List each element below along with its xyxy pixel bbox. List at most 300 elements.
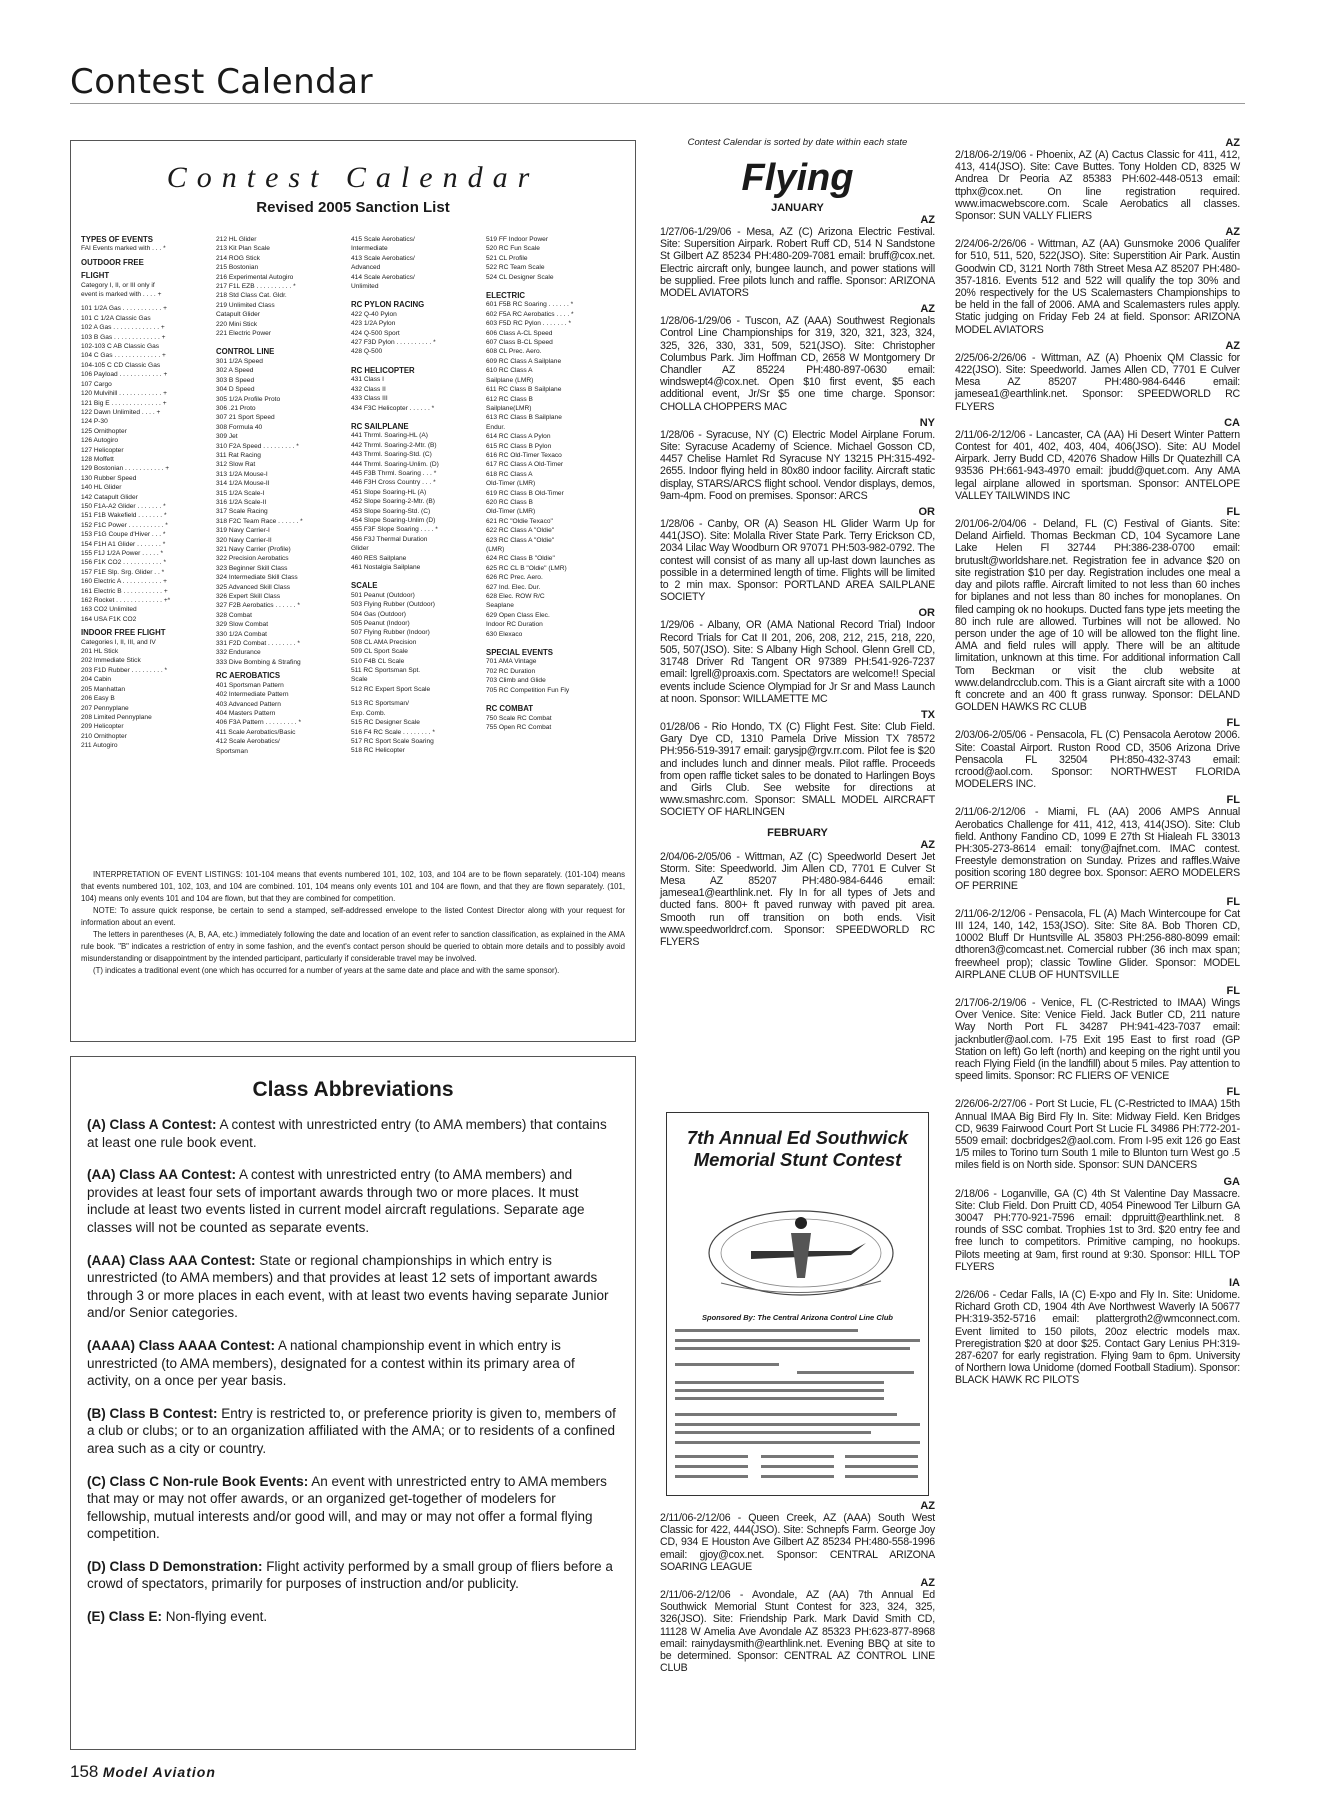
event-entry: 124 P-30: [81, 418, 108, 426]
state-label: FL: [1226, 794, 1240, 807]
event-entry: 460 RES Sailplane: [351, 554, 407, 562]
event-entry: 206 Easy B: [81, 695, 115, 703]
event-entry: Catapult Glider: [216, 311, 260, 319]
event-entry: Category I, II, or III only if: [81, 281, 155, 289]
event-entry: 505 Peanut (Indoor): [351, 620, 410, 628]
february-listings-continued: [660, 1500, 935, 1674]
state-label: AZ: [920, 838, 935, 851]
event-entry: 329 Slow Combat: [216, 621, 269, 629]
stunt-contest-ad: [666, 1112, 929, 1496]
state-label: AZ: [920, 1577, 935, 1590]
event-entry: 606 Class A-CL Speed: [486, 329, 553, 337]
event-entry: 140 HL Glider: [81, 484, 122, 492]
event-entry: 613 RC Class B Sailplane: [486, 414, 562, 422]
event-entry: FAI Events marked with . . . *: [81, 245, 166, 253]
event-entry: Endur.: [486, 423, 506, 431]
event-entry: 501 Peanut (Outdoor): [351, 591, 415, 599]
event-entry: 403 Advanced Pattern: [216, 700, 281, 708]
event-entry: Unlimited: [351, 283, 379, 291]
event-entry: 603 F5D RC Pylon . . . . . . . *: [486, 320, 572, 328]
flying-heading: Flying: [741, 157, 854, 199]
sanction-column-1: [81, 235, 207, 751]
event-entry: Seaplane: [486, 602, 514, 610]
event-entry: 212 HL Glider: [216, 236, 257, 243]
event-entry: Sailplane (LMR): [486, 376, 534, 384]
event-entry: 312 Slow Rat: [216, 461, 256, 469]
event-entry: 104 C Gas . . . . . . . . . . . . . +: [81, 352, 166, 360]
event-entry: 317 Scale Racing: [216, 508, 268, 516]
class-term: (A) Class A Contest:: [87, 1117, 217, 1132]
event-entry: 629 Open Class Elec.: [486, 611, 550, 619]
february-listings-column-2: [955, 137, 1240, 1387]
state-label: FL: [1226, 717, 1240, 730]
event-category-heading: RC PYLON RACING: [351, 300, 425, 310]
event-listing: 2/11/06-2/12/06 - Lancaster, CA (AA) Hi Desert Winter Pattern Contest for 401, 402, 403, 404, 406(JSO). Site: AU Model Airpark. Jerry Budd CD, 42076 Shadow Hills Dr Quatezhill CA 93536 PH:661-943-4970 email: jbudd@quet.com. Any AMA legal airplane allowed in sportsman. Sponsor: ANTELOPE VALLEY TAILWINDS INC: [955, 428, 1240, 502]
event-entry: 324 Intermediate Skill Class: [216, 574, 298, 582]
event-entry: 626 RC Prec. Aero.: [486, 574, 543, 582]
event-category-heading: INDOOR FREE FLIGHT: [81, 628, 166, 638]
event-entry: 616 RC Old-Timer Texaco: [486, 451, 562, 459]
event-entry: 508 CL AMA Precision: [351, 638, 417, 646]
event-entry: 157 F1E Slp. Srg. Glider . . *: [81, 568, 165, 576]
event-entry: 304 D Speed: [216, 386, 255, 394]
event-entry: 151 F1B Wakefield . . . . . . . *: [81, 512, 167, 520]
event-entry: 617 RC Class A Old-Timer: [486, 461, 564, 469]
ad-fine-print: [675, 1339, 920, 1342]
event-category-heading: ELECTRIC: [486, 291, 525, 301]
event-entry: 432 Class II: [351, 385, 386, 393]
month-heading-february: FEBRUARY: [767, 826, 828, 839]
event-entry: 308 Formula 40: [216, 423, 263, 431]
ad-sponsor: Sponsored By: The Central Arizona Control Line Club: [702, 1313, 893, 1322]
event-entry: 453 Slope Soaring-Std. (C): [351, 507, 431, 515]
event-entry: 106 Payload . . . . . . . . . . . . +: [81, 371, 168, 379]
event-listing: 1/28/06-1/29/06 - Tuscon, AZ (AAA) Southwest Regionals Control Line Championships for 319, 320, 321, 323, 324, 325, 326, 330, 331, 509, 521(JSO). Site: Christopher Columbus Park. Jim Hoffman CD, 2658 W Montgomery Dr Chandler AZ 85224 PH:480-897-0630 email: windswept4@cox.net. Open $10 first event, $5 each additional event, Jr/Sr $5 one time charge. Sponsor: CHOLLA CHOPPERS MAC: [660, 315, 935, 413]
event-entry: 415 Scale Aerobatics/: [351, 236, 415, 243]
event-entry: 504 Gas (Outdoor): [351, 610, 406, 618]
event-entry: 618 RC Class A: [486, 470, 533, 478]
event-entry: 507 Flying Rubber (Indoor): [351, 629, 430, 637]
event-entry: 125 Ornithopter: [81, 427, 127, 435]
event-entry: 442 Thrml. Soaring-2-Mtr. (B): [351, 441, 437, 449]
ad-fine-print: [761, 1465, 834, 1468]
event-listing: 2/03/06-2/05/06 - Pensacola, FL (C) Pensacola Aerotow 2006. Site: Coastal Airport. Ruston Rood CD, 3506 Arizona Drive Pensacola FL 32504 PH:850-432-3743 email: rcrood@aol.com. Sponsor: NORTHWEST FLORIDA MODELERS INC.: [955, 729, 1240, 791]
ad-fine-print: [675, 1423, 920, 1426]
sanction-list-box: [70, 140, 636, 1042]
event-entry: 128 Moffett: [81, 455, 114, 463]
sanction-title: Contest Calendar: [166, 161, 540, 194]
ad-fine-print: [761, 1475, 834, 1478]
event-entry: 150 F1A-A2 Glider . . . . . . . *: [81, 502, 166, 510]
event-entry: 221 Electric Power: [216, 330, 271, 338]
event-entry: 516 F4 RC Scale . . . . . . . . *: [351, 728, 435, 736]
state-label: AZ: [920, 214, 935, 226]
event-entry: 302 A Speed: [216, 367, 254, 375]
event-entry: [486, 695, 621, 700]
class-term: (AAA) Class AAA Contest:: [87, 1252, 256, 1268]
event-entry: 615 RC Class B Pylon: [486, 442, 552, 450]
event-entry: 621 RC "Oldie Texaco": [486, 517, 553, 525]
ad-fine-print: [675, 1475, 748, 1478]
event-entry: 207 Pennyplane: [81, 704, 129, 712]
event-entry: 702 RC Duration: [486, 667, 536, 675]
sanction-column-4: [486, 235, 621, 732]
event-entry: 443 Thrml. Soaring-Std. (C): [351, 451, 432, 459]
event-entry: 515 RC Designer Scale: [351, 719, 420, 727]
event-entry: [351, 413, 477, 418]
event-entry: 209 Helicopter: [81, 723, 124, 731]
event-listing: 1/28/06 - Canby, OR (A) Season HL Glider Warm Up for 441(JSO). Site: Molalla River State Park. Terry Erickson CD, 2034 Lilac Way Woodburn OR 97071 PH:503-982-0792. The contest will consist of as many all up-last down launches as possible in a determined length of time. Flights will be limited to 2 min max. Sponsor: PORTLAND AREA SAILPLANE SOCIETY: [660, 518, 935, 604]
class-term: (C) Class C Non-rule Book Events:: [87, 1473, 309, 1489]
ad-fine-print: [675, 1455, 748, 1458]
ad-fine-print: [675, 1465, 748, 1468]
class-entry: [87, 1405, 619, 1458]
event-entry: 620 RC Class B: [486, 498, 533, 506]
event-entry: 607 Class B-CL Speed: [486, 339, 553, 347]
event-entry: 628 Elec. ROW R/C: [486, 593, 545, 601]
state-label: FL: [1226, 1086, 1240, 1099]
event-entry: Scale: [351, 676, 368, 684]
event-entry: 441 Thrml. Soaring-HL (A): [351, 432, 428, 440]
event-entry: 321 Navy Carrier (Profile): [216, 546, 291, 553]
event-listing: 01/28/06 - Rio Hondo, TX (C) Flight Fest. Site: Club Field. Gary Dye CD, 1310 Pamela Drive Mission TX 78572 PH:956-519-3917 email: garysjp@rgv.rr.com. Pilot fee is $20 and includes lunch and dinner meals. Pilot raffle. Proceeds from open raffle ticket sales to be donated to Harlingen Boys and Girls Club. See website for directions at www.smashrc.com. Sponsor: SMALL MODEL AIRCRAFT SOCIETY OF HARLINGEN: [660, 720, 935, 819]
event-entry: 422 Q-40 Pylon: [351, 310, 397, 318]
state-label: AZ: [1225, 137, 1240, 149]
event-entry: 213 Kit Plan Scale: [216, 245, 270, 253]
event-listing: 2/04/06-2/05/06 - Wittman, AZ (C) Speedworld Desert Jet Storm. Site: Speedworld. Jim Allen CD, 7701 E Culver St Mesa AZ 85207 PH:480-984-6446 email: jamesea1@earthlink.net. Fly In for all types of Jets and ducted fans. 800+ ft paved runway with paved pit area. Smooth run off transition on both ends. Visit www.speedworldrcf.com. Sponsor: SPEEDWORLD RC FLYERS: [660, 850, 935, 948]
event-entry: 155 F1J 1/2A Power . . . . . *: [81, 550, 164, 557]
event-category-heading: RC SAILPLANE: [351, 421, 409, 431]
event-entry: 333 Dive Bombing & Strafing: [216, 658, 301, 666]
event-category-heading: SCALE: [351, 581, 378, 591]
event-entry: 142 Catapult Glider: [81, 493, 138, 501]
event-entry: 107 Cargo: [81, 380, 112, 388]
event-listing: 2/01/06-2/04/06 - Deland, FL (C) Festival of Giants. Site: Deland Airfield. Thomas Beckman CD, 104 Sycamore Lane Lake Helen Fl 32744 PH:386-238-0700 email: brutuslt@worldshare.net. Registration fee in advance $20 on site registration $10 per day. Registration includes one meal a day and pilots raffle. Aircraft limited to not less than 60 inches for biplanes and not less than 80 inches for monoplanes. On filed camping ok no hookups. Ducted fans type jets meeting the 80 inch rule are allowed. Turbines will not be allowed. No person under the age of 10 will be allowed ton the flight line. AMA and field rules will apply. There will be an altitude limitation, unknown at this time. For additional information Call Tom Beckman or visit the club website at www.delandrcclub.com. This is a Giant aircraft site with a 1000 ft concrete and an 400 ft grass runway. Sponsor: DELAND GOLDEN HAWKS RC CLUB: [955, 518, 1240, 714]
event-entry: 412 Scale Aerobatics/: [216, 738, 280, 746]
event-entry: 503 Flying Rubber (Outdoor): [351, 601, 435, 609]
event-entry: 630 Elexaco: [486, 630, 523, 638]
state-label: TX: [920, 708, 935, 721]
event-entry: 332 Endurance: [216, 649, 261, 657]
event-entry: Old-Timer (LMR): [486, 480, 536, 488]
event-entry: 215 Bostonian: [216, 264, 259, 272]
ad-fine-print: [675, 1431, 871, 1434]
event-category-heading: SPECIAL EVENTS: [486, 648, 554, 658]
event-entry: 424 Q-500 Sport: [351, 329, 400, 337]
class-abbreviations-list: [87, 1116, 619, 1626]
event-listing: 2/11/06-2/12/06 - Pensacola, FL (A) Mach Wintercoupe for Cat III 124, 140, 142, 153(JSO). Site: Site 8A. Bob Thoren CD, 10002 Bluff Dr Huntsville AL 35803 PH:256-880-8099 email: dthoren3@comcast.net. Comercial rubber (36 inch max span; freewheel prop); classic Towline Glider. Sponsor: MODEL AIRPLANE CLUB OF HUNTSVILLE: [955, 907, 1240, 981]
event-category-heading: RC COMBAT: [486, 704, 534, 714]
event-entry: 510 F4B CL Scale: [351, 657, 405, 665]
event-entry: 521 CL Profile: [486, 254, 528, 262]
event-entry: 326 Expert Skill Class: [216, 593, 281, 601]
event-entry: 703 Climb and Glide: [486, 677, 546, 685]
event-entry: 162 Rocket . . . . . . . . . . . . . +*: [81, 597, 171, 605]
event-entry: 325 Advanced Skill Class: [216, 583, 291, 591]
title-rule: [70, 103, 1245, 104]
class-entry: [87, 1473, 619, 1543]
event-entry: Categories I, II, III, and IV: [81, 638, 156, 646]
class-definition: Non-flying event.: [162, 1609, 268, 1625]
class-definition: A contest with unrestricted entry (to AMA members) that contains at least one rule book event.: [87, 1117, 607, 1150]
event-entry: 455 F3F Slope Soaring . . . . *: [351, 526, 438, 534]
event-entry: 520 RC Fun Scale: [486, 245, 540, 253]
event-entry: 101 C 1/2A Classic Gas: [81, 314, 151, 322]
event-entry: 627 Ind. Elec. Dur.: [486, 583, 541, 591]
state-label: FL: [1226, 506, 1240, 519]
event-entry: event is marked with . . . . +: [81, 291, 162, 299]
event-entry: 330 1/2A Combat: [216, 630, 267, 638]
event-category-heading: RC AEROBATICS: [216, 671, 281, 681]
event-entry: 601 F5B RC Soaring . . . . . . *: [486, 301, 574, 309]
interpretation-paragraph: The letters in parentheses (A, B, AA, etc.) immediately following the date and location of an event refer to sanction classification, as explained in the AMA rule book. "B" indicates a restriction of entry in some fashion, and the event's contact person should be queried to obtain more details and to possibly avoid misunderstanding or disappointment by the intended participant, particularly if considerable travel may be involved.: [81, 930, 625, 963]
event-entry: Exp. Comb.: [351, 709, 386, 717]
event-entry: 211 Autogiro: [81, 742, 118, 750]
page-footer: [70, 1762, 216, 1782]
event-entry: Sailplane(LMR): [486, 404, 532, 412]
class-definition: Flight activity performed by a small group of fliers before a crowd of spectators, primarily for purposes of instruction and/or publicity.: [87, 1558, 613, 1592]
event-entry: 153 F1G Coupe d'Hiver . . . *: [81, 531, 166, 539]
event-entry: 509 CL Sport Scale: [351, 648, 408, 656]
ad-fine-print: [675, 1381, 884, 1384]
event-entry: 404 Masters Pattern: [216, 709, 276, 717]
event-entry: 314 1/2A Mouse-II: [216, 480, 270, 488]
class-entry: [87, 1337, 619, 1390]
month-heading-january: JANUARY: [771, 202, 824, 214]
event-entry: 522 RC Team Scale: [486, 264, 545, 272]
event-entry: 316 1/2A Scale-II: [216, 498, 267, 506]
state-label: AZ: [920, 1500, 935, 1512]
event-entry: 619 RC Class B Old-Timer: [486, 489, 564, 497]
page-number: 158: [70, 1762, 99, 1781]
event-entry: 219 Unlimited Class: [216, 301, 275, 309]
sanction-column-3: [351, 235, 477, 756]
event-entry: 625 RC CL B "Oldie" (LMR): [486, 564, 567, 572]
ad-fine-print: [675, 1389, 884, 1392]
class-abbreviations-title: Class Abbreviations: [252, 1078, 454, 1101]
event-listing: 2/18/06-2/19/06 - Phoenix, AZ (A) Cactus Classic for 411, 412, 413, 414(JSO). Site: Cave Buttes. Tony Holden CD, 8325 W Andrea Dr Peoria AZ 85383 PH:602-448-0513 email: ttphx@cox.net. On line registration required. www.imacwebscore.com. Scale Aerobatics all classes. Sponsor: SUN VALLY FLIERS: [955, 149, 1240, 223]
interpretation-paragraph: NOTE: To assure quick response, be certain to send a stamped, self-addressed envelope to the listed Contest Director along with your request for information about an event.: [81, 906, 625, 927]
event-entry: 524 CL Designer Scale: [486, 273, 554, 281]
event-entry: (LMR): [486, 546, 505, 553]
event-category-heading: TYPES OF EVENTS: [81, 235, 153, 244]
event-entry: Advanced: [351, 264, 381, 272]
event-entry: 406 F3A Pattern . . . . . . . . . *: [216, 719, 302, 727]
class-entry: [87, 1252, 619, 1322]
event-listing: 1/29/06 - Albany, OR (AMA National Record Trial) Indoor Record Trials for Cat II 201, 206, 208, 212, 215, 218, 220, 505, 507(JSO). Site: S Albany High School. Glenn Grell CD, 31748 Driver Rd Tangent OR 97389 PH:541-926-7237 email: lgrell@proaxis.com. Spectators are welcome!! Special events include Science Olympiad for Jr Sr and Mass Launch at noon. Sponsor: WILLAMETTE MC: [660, 619, 935, 705]
class-term: (AA) Class AA Contest:: [87, 1167, 237, 1183]
event-entry: 122 Dawn Unlimited . . . . +: [81, 408, 161, 416]
state-label: IA: [1229, 1277, 1240, 1290]
event-entry: 130 Rubber Speed: [81, 474, 137, 482]
event-entry: 518 RC Helicopter: [351, 747, 405, 755]
class-entry: [87, 1558, 619, 1593]
event-entry: 602 F5A RC Aerobatics . . . . *: [486, 310, 574, 318]
listing-column-1-continued: [660, 1500, 935, 1678]
event-entry: 511 RC Sportsman Spt.: [351, 667, 421, 675]
state-label: AZ: [920, 303, 935, 316]
state-label: AZ: [1225, 226, 1240, 239]
event-entry: 701 AMA Vintage: [486, 658, 537, 666]
event-entry: 303 B Speed: [216, 376, 255, 384]
magazine-name: Model Aviation: [102, 1764, 216, 1780]
event-entry: 623 RC Class A "Oldie": [486, 536, 555, 544]
state-label: OR: [918, 506, 935, 519]
event-entry: 611 RC Class B Sailplane: [486, 386, 562, 394]
event-category-heading: RC HELICOPTER: [351, 365, 415, 375]
event-entry: [486, 282, 621, 287]
event-entry: 331 F2D Combat . . . . . . . . *: [216, 640, 300, 648]
event-entry: 306 .21 Proto: [216, 404, 256, 412]
january-listings: [660, 214, 935, 819]
event-category-heading: FLIGHT: [81, 271, 110, 281]
event-listing: 1/27/06-1/29/06 - Mesa, AZ (C) Arizona Electric Festival. Site: Supersition Airpark. Robert Ruff CD, 514 N Sandstone St Gilbert AZ 85234 PH:480-209-7081 email: bruff@cox.net. Electric aircraft only, bungee launch, and power stations will be supplied. Free pilots lunch and raffle. Sponsor: ARIZONA MODEL AVIATORS: [660, 226, 935, 300]
event-entry: 456 F3J Thermal Duration: [351, 535, 428, 543]
event-entry: 609 RC Class A Sailplane: [486, 357, 562, 365]
state-label: FL: [1226, 895, 1240, 908]
event-entry: Indoor RC Duration: [486, 621, 543, 629]
event-entry: 208 Limited Pennyplane: [81, 713, 152, 721]
event-entry: 323 Beginner Skill Class: [216, 564, 288, 572]
event-entry: 319 Navy Carrier-I: [216, 527, 270, 535]
event-entry: 411 Scale Aerobatics/Basic: [216, 728, 296, 736]
event-entry: 156 F1K CO2 . . . . . . . . . . . *: [81, 559, 167, 567]
ad-fine-print: [675, 1441, 920, 1444]
event-entry: 154 F1H A1 Glider . . . . . . . *: [81, 540, 166, 548]
event-entry: 612 RC Class B: [486, 395, 533, 403]
event-entry: 152 F1C Power . . . . . . . . . . *: [81, 521, 168, 529]
event-entry: 318 F2C Team Race . . . . . . *: [216, 517, 303, 525]
february-listings: [660, 839, 935, 949]
ad-fine-print: [845, 1465, 918, 1468]
class-definition: Entry is restricted to, or preference priority is given to, members of a club or clubs; or to an organization affiliated with the AMA; or to residents of a confined area such as a city or country.: [87, 1405, 616, 1456]
event-listing: 2/11/06-2/12/06 - Queen Creek, AZ (AAA) South West Classic for 422, 444(JSO). Site: Schnepfs Farm. George Joy CD, 934 E Houston Ave Gilbert AZ 85234 PH:480-558-1996 email: gjoy@cox.net. Sponsor: CENTRAL ARIZONA SOARING LEAGUE: [660, 1512, 935, 1573]
event-entry: 126 Autogiro: [81, 437, 119, 445]
ad-fine-print: [797, 1371, 914, 1374]
event-entry: 307 21 Sport Speed: [216, 414, 275, 422]
ad-title-line-1: 7th Annual Ed Southwick: [686, 1127, 909, 1148]
class-term: (B) Class B Contest:: [87, 1405, 218, 1421]
event-entry: 127 Helicopter: [81, 446, 124, 454]
event-entry: 214 ROG Stick: [216, 254, 260, 262]
class-entry: [87, 1116, 619, 1151]
event-entry: 217 F1L EZB . . . . . . . . . . *: [216, 283, 296, 291]
class-definition: A contest with unrestricted entry (to AMA members) and provides at least four sets of important awards through two or more places. It must include at least two events listed in current model aircraft regulations. Separate age classes will not be counted as separate events.: [87, 1167, 585, 1235]
event-entry: 614 RC Class A Pylon: [486, 433, 551, 441]
event-entry: 451 Slope Soaring-HL (A): [351, 488, 427, 496]
event-entry: Old-Timer (LMR): [486, 508, 536, 516]
event-entry: 161 Electric B . . . . . . . . . . . +: [81, 587, 168, 595]
listing-column-2: [955, 137, 1240, 1391]
event-entry: 210 Ornithopter: [81, 732, 127, 740]
event-entry: 103 B Gas . . . . . . . . . . . . . +: [81, 333, 166, 341]
class-entry: [87, 1166, 619, 1236]
ad-fine-print: [675, 1397, 884, 1400]
event-entry: 202 Immediate Stick: [81, 657, 141, 665]
event-entry: [351, 357, 477, 362]
event-entry: 129 Bostonian . . . . . . . . . . . +: [81, 465, 170, 473]
ad-fine-print: [845, 1475, 918, 1478]
ad-fine-print: [675, 1347, 910, 1350]
event-entry: 327 F2B Aerobatics . . . . . . *: [216, 602, 300, 610]
state-label: OR: [918, 607, 935, 620]
event-entry: 313 1/2A Mouse-I: [216, 470, 268, 478]
event-entry: 445 F3B Thrml. Soaring . . . *: [351, 469, 437, 477]
event-entry: 203 F1D Rubber . . . . . . . . . *: [81, 666, 168, 674]
sanction-subtitle: Revised 2005 Sanction List: [256, 199, 450, 216]
state-label: GA: [1223, 1175, 1240, 1188]
state-label: FL: [1226, 984, 1240, 997]
interpretation-notes: [81, 869, 625, 977]
event-entry: 427 F3D Pylon . . . . . . . . . . *: [351, 339, 436, 347]
event-entry: 512 RC Expert Sport Scale: [351, 685, 431, 693]
event-entry: 423 1/2A Pylon: [351, 320, 396, 328]
class-term: (D) Class D Demonstration:: [87, 1558, 263, 1574]
event-entry: 414 Scale Aerobatics/: [351, 273, 415, 281]
event-entry: 517 RC Sport Scale Soaring: [351, 737, 434, 745]
event-entry: 446 F3H Cross Country . . . *: [351, 479, 436, 487]
class-term: (E) Class E:: [87, 1609, 163, 1625]
event-entry: Intermediate: [351, 245, 388, 253]
event-entry: 454 Slope Soaring-Unlim (D): [351, 516, 436, 524]
event-entry: 204 Cabin: [81, 676, 112, 684]
state-label: NY: [919, 416, 935, 429]
event-entry: 205 Manhattan: [81, 685, 125, 693]
event-entry: 519 FF Indoor Power: [486, 236, 548, 243]
event-category-heading: OUTDOOR FREE: [81, 257, 144, 267]
event-entry: 102 A Gas . . . . . . . . . . . . . +: [81, 324, 165, 332]
event-entry: [351, 291, 477, 296]
event-entry: 160 Electric A . . . . . . . . . . . +: [81, 578, 167, 586]
ad-fine-print: [675, 1413, 897, 1416]
class-definition: A national championship event in which entry is unrestricted (to AMA members), designated for a contest within its primary area of activity, on a once per year basis.: [87, 1337, 575, 1389]
event-entry: 431 Class I: [351, 376, 384, 384]
event-listing: 2/26/06-2/27/06 - Port St Lucie, FL (C-Restricted to IMAA) 15th Annual IMAA Big Bird Fly In. Site: Midway Field. Ken Bridges CD, 9639 Fairwood Court Port St Lucie FL 34986 PH:772-201-5509 email: docbridges2@aol.com. From I-95 exit 126 go East 1/5 miles to Torino turn South 1 mile to Blunton turn West go .5 miles field is on North side. Sponsor: SUN DANCERS: [955, 1098, 1240, 1172]
event-entry: 102-103 C AB Classic Gas: [81, 343, 160, 351]
event-entry: 755 Open RC Combat: [486, 723, 552, 731]
event-entry: 322 Precision Aerobatics: [216, 555, 289, 563]
event-entry: 444 Thrml. Soaring-Unlim. (D): [351, 460, 439, 468]
sanction-column-2: [216, 235, 342, 756]
class-definition: State or regional championships in which entry is unrestricted (to AMA members) and that provides at least 12 sets of important awards through 3 or more places in each event, with at least two events having separate Junior and/or Senior categories.: [87, 1252, 609, 1321]
event-entry: [351, 572, 477, 577]
class-term: (AAAA) Class AAAA Contest:: [87, 1337, 276, 1353]
event-listing: 1/28/06 - Syracuse, NY (C) Electric Model Airplane Forum. Site: Syracuse Academy of Science. Michael Gosson CD, 4457 Chelise Hamlet Rd Syracuse NY 13215 PH:315-492-2655. Indoor flying held in 80x80 indoor facility. Aircraft static display, STARS/ARCS flight school. Vendor displays, demos, 9am-4pm. Food on premises. Sponsor: ARCS: [660, 428, 935, 502]
event-entry: 428 Q-500: [351, 348, 383, 356]
event-entry: 622 RC Class A "Oldie": [486, 527, 555, 535]
ad-fine-print: [675, 1329, 858, 1332]
event-entry: Glider: [351, 545, 369, 553]
event-entry: 513 RC Sportsman/: [351, 700, 409, 708]
event-entry: 461 Nostalgia Sailplane: [351, 564, 421, 571]
event-listing: 2/26/06 - Cedar Falls, IA (C) E-xpo and Fly In. Site: Unidome. Richard Groth CD, 1904 4th Ave Northwest Waverly IA 50677 PH:319-352-5716 email: plattergroth2@wmconnect.com. Event limited to 150 pilots, 20oz electric models max. Preregistration $20 at door $25. Contact Gary Lenius PH:319-287-6207 for early registration. Flying 9am to 6pm. University of Northern Iowa Unidome (domed Football Stadium). Sponsor: BLACK HAWK RC PILOTS: [955, 1289, 1240, 1387]
event-entry: 120 Mulvihill . . . . . . . . . . . . +: [81, 390, 167, 398]
event-entry: 163 CO2 Unlimited: [81, 606, 137, 614]
event-entry: 452 Slope Soaring-2-Mtr. (B): [351, 498, 435, 506]
event-entry: 434 F3C Helicopter . . . . . . *: [351, 404, 435, 412]
event-entry: 310 F2A Speed . . . . . . . . . *: [216, 442, 299, 450]
ad-fine-print: [675, 1363, 779, 1366]
page-title: Contest Calendar: [70, 62, 374, 102]
stunt-plane-illustration: [701, 1193, 901, 1303]
event-entry: 320 Navy Carrier-II: [216, 536, 272, 544]
event-entry: 305 1/2A Profile Proto: [216, 395, 281, 403]
event-entry: [486, 639, 621, 644]
event-listing: 2/11/06-2/12/06 - Miami, FL (AA) 2006 AMPS Annual Aerobatics Challenge for 411, 412, 413, 414(JSO). Site: Club field. Anthony Fandino CD, 1099 E 27th St Hialeah FL 33013 PH:305-273-8614 email: tony@ajfnet.com. IMAC contest. Freestyle demonstration on Sunday. Prizes and raffles.Waive position scoring 180 degree box. Sponsor: AERO MODELERS OF PERRINE: [955, 806, 1240, 892]
class-entry: [87, 1608, 619, 1626]
event-listing: 2/25/06-2/26/06 - Wittman, AZ (A) Phoenix QM Classic for 422(JSO). Site: Speedworld. James Allen CD, 7701 E Culver Mesa AZ 85207 PH:480-984-6446 email: jamesea1@earthlink.net. Sponsor: SPEEDWORLD RC FLYERS: [955, 351, 1240, 413]
ad-fine-print: [845, 1455, 918, 1458]
